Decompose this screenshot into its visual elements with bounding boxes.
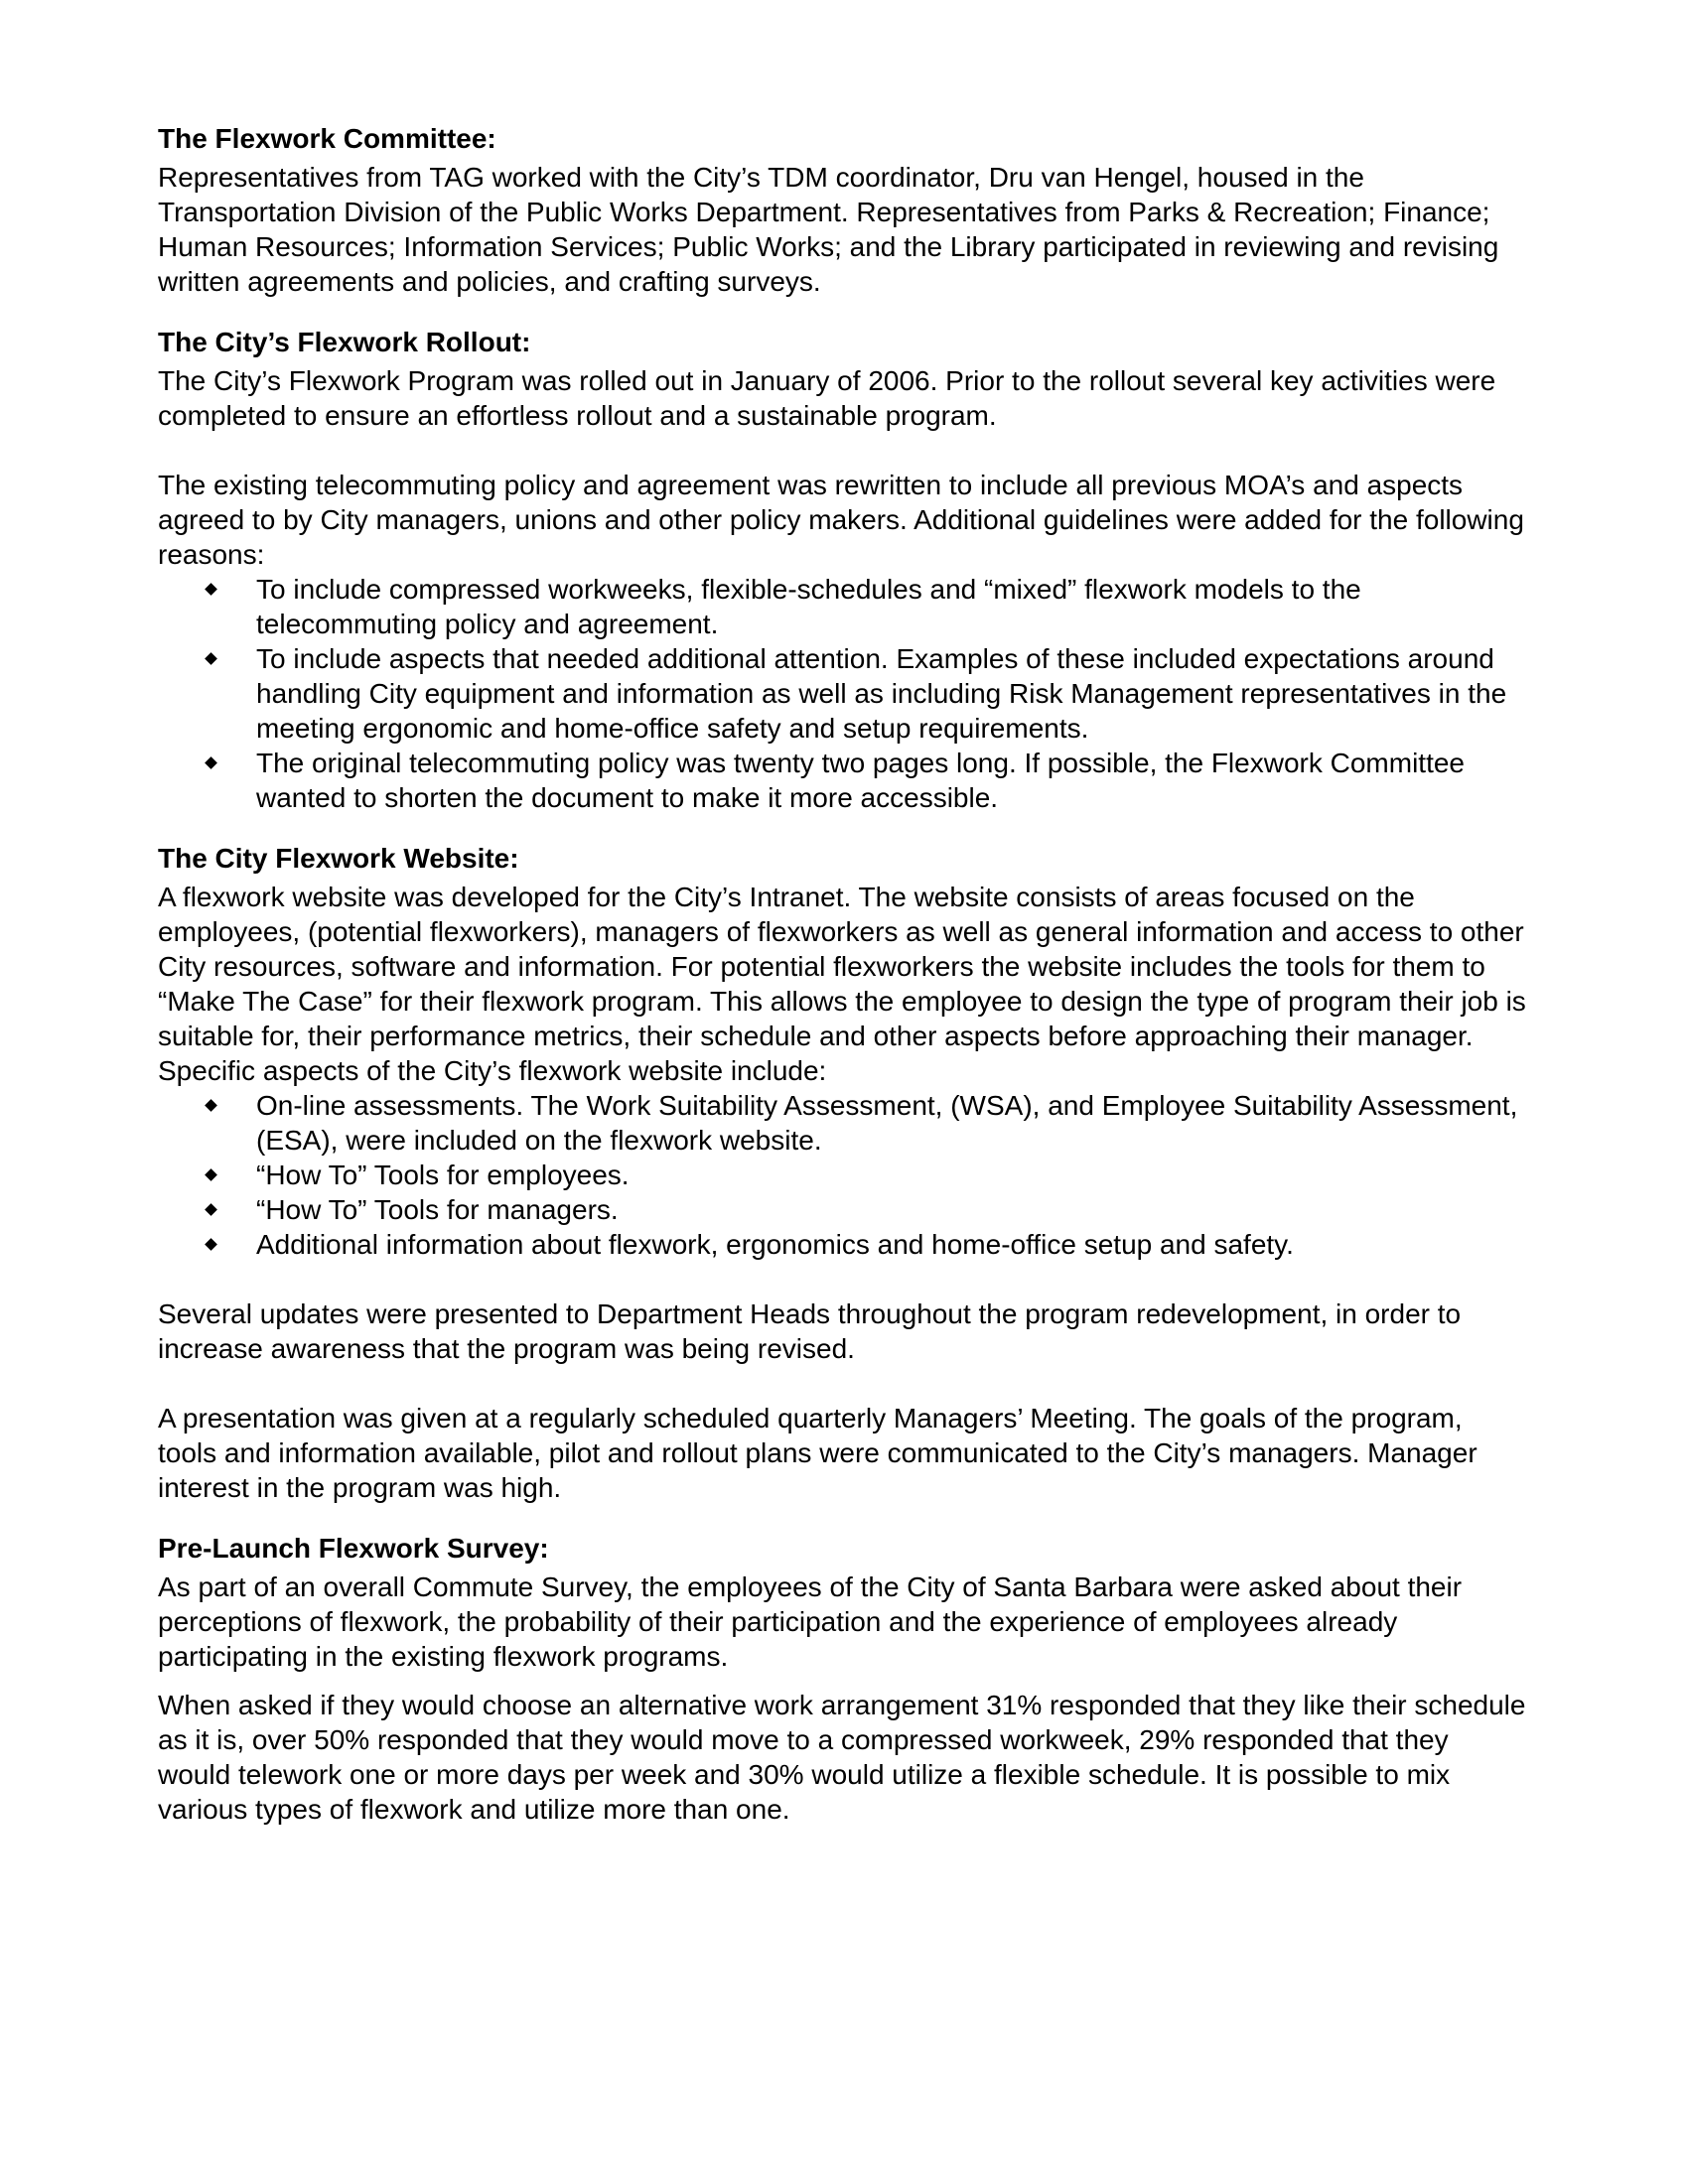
diamond-bullet-icon: [205, 756, 217, 769]
paragraph: When asked if they would choose an alternative work arrangement 31% responded that they like their schedule as it is, over 50% responded that they would move to a compressed workweek, 29% responded that they would telework one or more days per week and 30% would utilize a flexible schedule. It is possible to mix various types of flexwork and utilize more than one.: [158, 1690, 1526, 1825]
diamond-bullet-icon: [205, 583, 217, 596]
bullet-list: [158, 1088, 1528, 1262]
list-item: [256, 572, 1528, 641]
section-flexwork-committee: [158, 121, 1528, 299]
paragraph: As part of an overall Commute Survey, the employees of the City of Santa Barbara were asked about their perceptions of flexwork, the probability of their participation and the experience of employees already participating in the existing flexwork programs.: [158, 1571, 1463, 1672]
section-heading: The Flexwork Committee:: [158, 123, 496, 154]
list-item-text: To include aspects that needed additional attention. Examples of these included expectations around handling City equipment and information as well as including Risk Management representatives in the meeting ergonomic and home-office safety and setup requirements.: [256, 643, 1507, 744]
section-heading: Pre-Launch Flexwork Survey:: [158, 1533, 549, 1564]
list-item-text: “How To” Tools for employees.: [256, 1160, 630, 1190]
list-item-text: The original telecommuting policy was twenty two pages long. If possible, the Flexwork Committee wanted to shorten the document to make it more accessible.: [256, 748, 1465, 813]
document-page: [158, 117, 1528, 1852]
diamond-bullet-icon: [205, 1099, 217, 1112]
paragraph: Several updates were presented to Department Heads throughout the program redevelopment, in order to increase awareness that the program was being revised.: [158, 1298, 1462, 1364]
list-item: [256, 746, 1528, 815]
diamond-bullet-icon: [205, 1168, 217, 1181]
diamond-bullet-icon: [205, 652, 217, 665]
list-item: [256, 641, 1528, 746]
section-flexwork-website: [158, 841, 1528, 1505]
list-item-text: To include compressed workweeks, flexible-schedules and “mixed” flexwork models to the telecommuting policy and agreement.: [256, 574, 1361, 639]
section-heading: The City’s Flexwork Rollout:: [158, 327, 531, 357]
paragraph: Representatives from TAG worked with the City’s TDM coordinator, Dru van Hengel, housed in the Transportation Division of the Public Works Department. Representatives from Parks & Recreation; Finance; Human Resources; Information Services; Public Works; and the Library participated in reviewing and revising written agreements and policies, and crafting surveys.: [158, 162, 1499, 297]
paragraph: A flexwork website was developed for the City’s Intranet. The website consists of areas focused on the employees, (potential flexworkers), managers of flexworkers as well as general information and access to other City resources, software and information. For potential flexworkers the website includes the tools for them to “Make The Case” for their flexwork program. This allows the employee to design the type of program their job is suitable for, their performance metrics, their schedule and other aspects before approaching their manager. Specific aspects of the City’s flexwork website include:: [158, 882, 1526, 1086]
list-item-text: Additional information about flexwork, ergonomics and home-office setup and safety.: [256, 1229, 1294, 1260]
list-item-text: “How To” Tools for managers.: [256, 1194, 619, 1225]
section-pre-launch-survey: [158, 1531, 1528, 1827]
list-item: [256, 1158, 1528, 1192]
diamond-bullet-icon: [205, 1203, 217, 1216]
list-item: [256, 1227, 1528, 1262]
paragraph: A presentation was given at a regularly scheduled quarterly Managers’ Meeting. The goals of the program, tools and information available, pilot and rollout plans were communicated to the City’s managers. Manager interest in the program was high.: [158, 1403, 1477, 1503]
list-item: [256, 1088, 1528, 1158]
list-item: [256, 1192, 1528, 1227]
list-item-text: On-line assessments. The Work Suitability Assessment, (WSA), and Employee Suitability Assessment, (ESA), were included on the flexwork website.: [256, 1090, 1518, 1156]
paragraph: The existing telecommuting policy and agreement was rewritten to include all previous MOA’s and aspects agreed to by City managers, unions and other policy makers. Additional guidelines were added for the following reasons:: [158, 470, 1524, 570]
paragraph: The City’s Flexwork Program was rolled out in January of 2006. Prior to the rollout several key activities were completed to ensure an effortless rollout and a sustainable program.: [158, 365, 1496, 431]
section-heading: The City Flexwork Website:: [158, 843, 519, 874]
bullet-list: [158, 572, 1528, 815]
section-flexwork-rollout: [158, 325, 1528, 815]
diamond-bullet-icon: [205, 1238, 217, 1251]
spacer: [158, 1262, 1528, 1297]
